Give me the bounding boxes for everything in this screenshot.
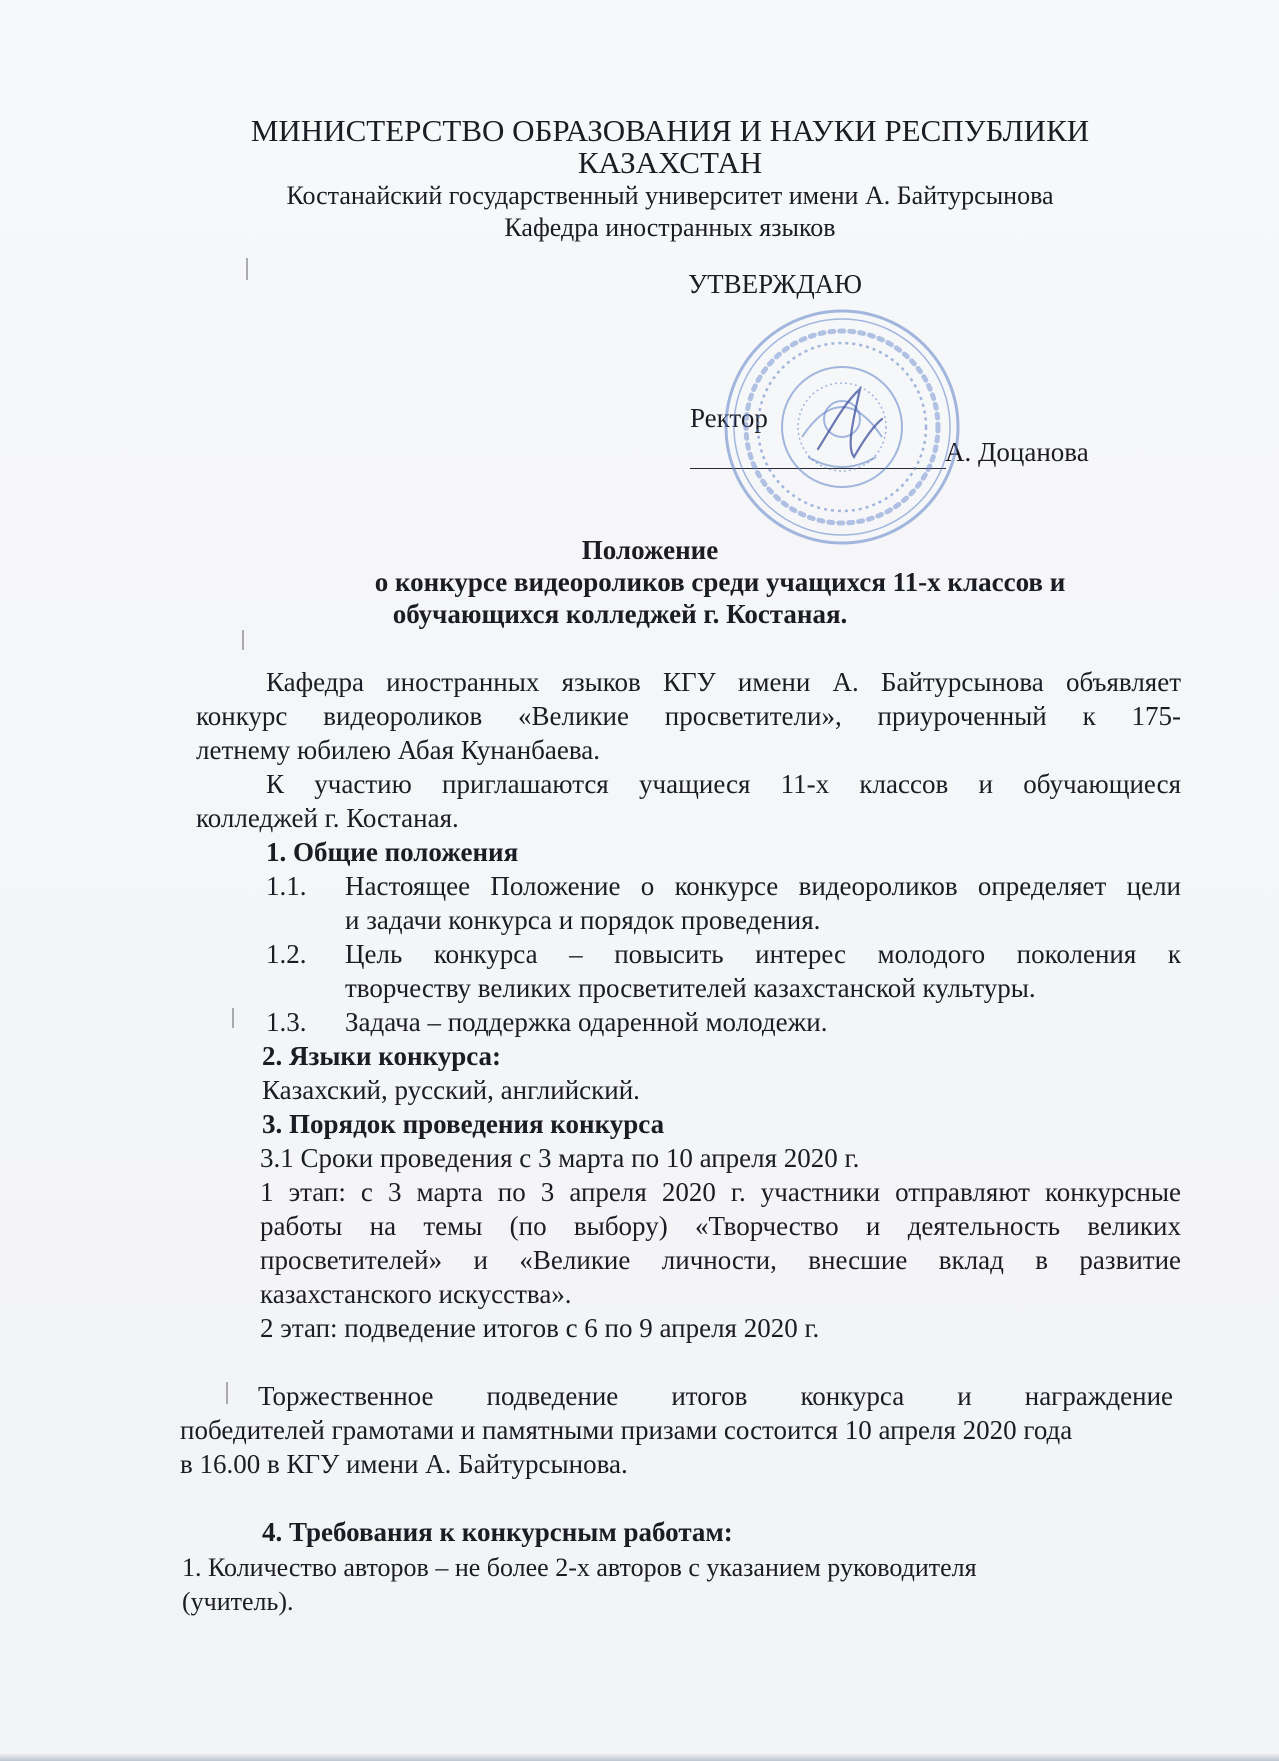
ministry-title-line1: МИНИСТЕРСТВО ОБРАЗОВАНИЯ И НАУКИ РЕСПУБЛИКИ bbox=[250, 113, 1090, 148]
approval-label: УТВЕРЖДАЮ bbox=[688, 269, 863, 299]
scan-mark bbox=[226, 1382, 228, 1404]
university-name: Костанайский государственный университет имени А. Байтурсынова bbox=[286, 181, 1054, 210]
rector-name: А. Доцанова bbox=[945, 437, 1089, 467]
item-1-3-line1: Задача – поддержка одаренной молодежи. bbox=[345, 1007, 828, 1037]
intro-p1-line3: летнему юбилею Абая Кунанбаева. bbox=[196, 735, 600, 765]
intro-p1-line2: конкурс видеороликов «Великие просветители», приуроченный к 175- bbox=[196, 701, 1181, 731]
section-4-item-1-line1: 1. Количество авторов – не более 2-х авторов с указанием руководителя bbox=[182, 1553, 977, 1582]
stage-1-line3: просветителей» и «Великие личности, внесшие вклад в развитие bbox=[260, 1245, 1181, 1275]
stage-1-line1: 1 этап: с 3 марта по 3 апреля 2020 г. участники отправляют конкурсные bbox=[260, 1177, 1181, 1207]
stage-1-line2: работы на темы (по выбору) «Творчество и деятельность великих bbox=[260, 1211, 1181, 1241]
intro-p2-line1: К участию приглашаются учащиеся 11-х классов и обучающиеся bbox=[266, 769, 1181, 799]
stage-1-line4: казахстанского искусства». bbox=[260, 1279, 572, 1309]
item-1-1-line1: Настоящее Положение о конкурсе видеороликов определяет цели bbox=[345, 871, 1181, 901]
section-3-dates: 3.1 Сроки проведения с 3 марта по 10 апреля 2020 г. bbox=[260, 1143, 860, 1173]
scan-mark bbox=[232, 1008, 234, 1028]
item-1-2-line2: творчеству великих просветителей казахстанской культуры. bbox=[345, 973, 1036, 1003]
document-subtitle-line2: обучающихся колледжей г. Костаная. bbox=[392, 599, 848, 629]
section-4-item-1-line2: (учитель). bbox=[182, 1587, 294, 1616]
document-subtitle-line1: о конкурсе видеороликов среди учащихся 11-х классов и bbox=[374, 567, 1066, 597]
scan-mark bbox=[242, 630, 244, 650]
department-name: Кафедра иностранных языков bbox=[504, 213, 836, 242]
document-title: Положение bbox=[581, 535, 719, 565]
ministry-title-line2: КАЗАХСТАН bbox=[577, 145, 763, 180]
ceremony-line1: Торжественное подведение итогов конкурса и награждение bbox=[258, 1381, 1173, 1411]
ceremony-line2: победителей грамотами и памятными призами состоится 10 апреля 2020 года bbox=[180, 1415, 1073, 1445]
intro-p2-line2: колледжей г. Костаная. bbox=[196, 803, 459, 833]
item-1-1-line2: и задачи конкурса и порядок проведения. bbox=[345, 905, 821, 935]
section-4-heading: 4. Требования к конкурсным работам: bbox=[262, 1517, 733, 1547]
intro-p1-line1: Кафедра иностранных языков КГУ имени А. Байтурсынова объявляет bbox=[266, 667, 1181, 697]
item-1-1-number: 1.1. bbox=[266, 871, 307, 901]
section-2-heading: 2. Языки конкурса: bbox=[262, 1041, 502, 1071]
rector-position: Ректор bbox=[690, 403, 768, 433]
stage-2-text: 2 этап: подведение итогов с 6 по 9 апреля 2020 г. bbox=[260, 1313, 820, 1343]
scan-mark bbox=[246, 258, 248, 280]
section-1-heading: 1. Общие положения bbox=[266, 837, 519, 867]
item-1-2-line1: Цель конкурса – повысить интерес молодого поколения к bbox=[345, 939, 1181, 969]
item-1-3-number: 1.3. bbox=[266, 1007, 307, 1037]
section-2-text: Казахский, русский, английский. bbox=[262, 1075, 640, 1105]
university-seal bbox=[722, 307, 962, 547]
section-3-heading: 3. Порядок проведения конкурса bbox=[262, 1109, 665, 1139]
item-1-2-number: 1.2. bbox=[266, 939, 307, 969]
scan-edge-shadow bbox=[0, 1753, 1279, 1761]
ceremony-line3: в 16.00 в КГУ имени А. Байтурсынова. bbox=[180, 1449, 628, 1479]
